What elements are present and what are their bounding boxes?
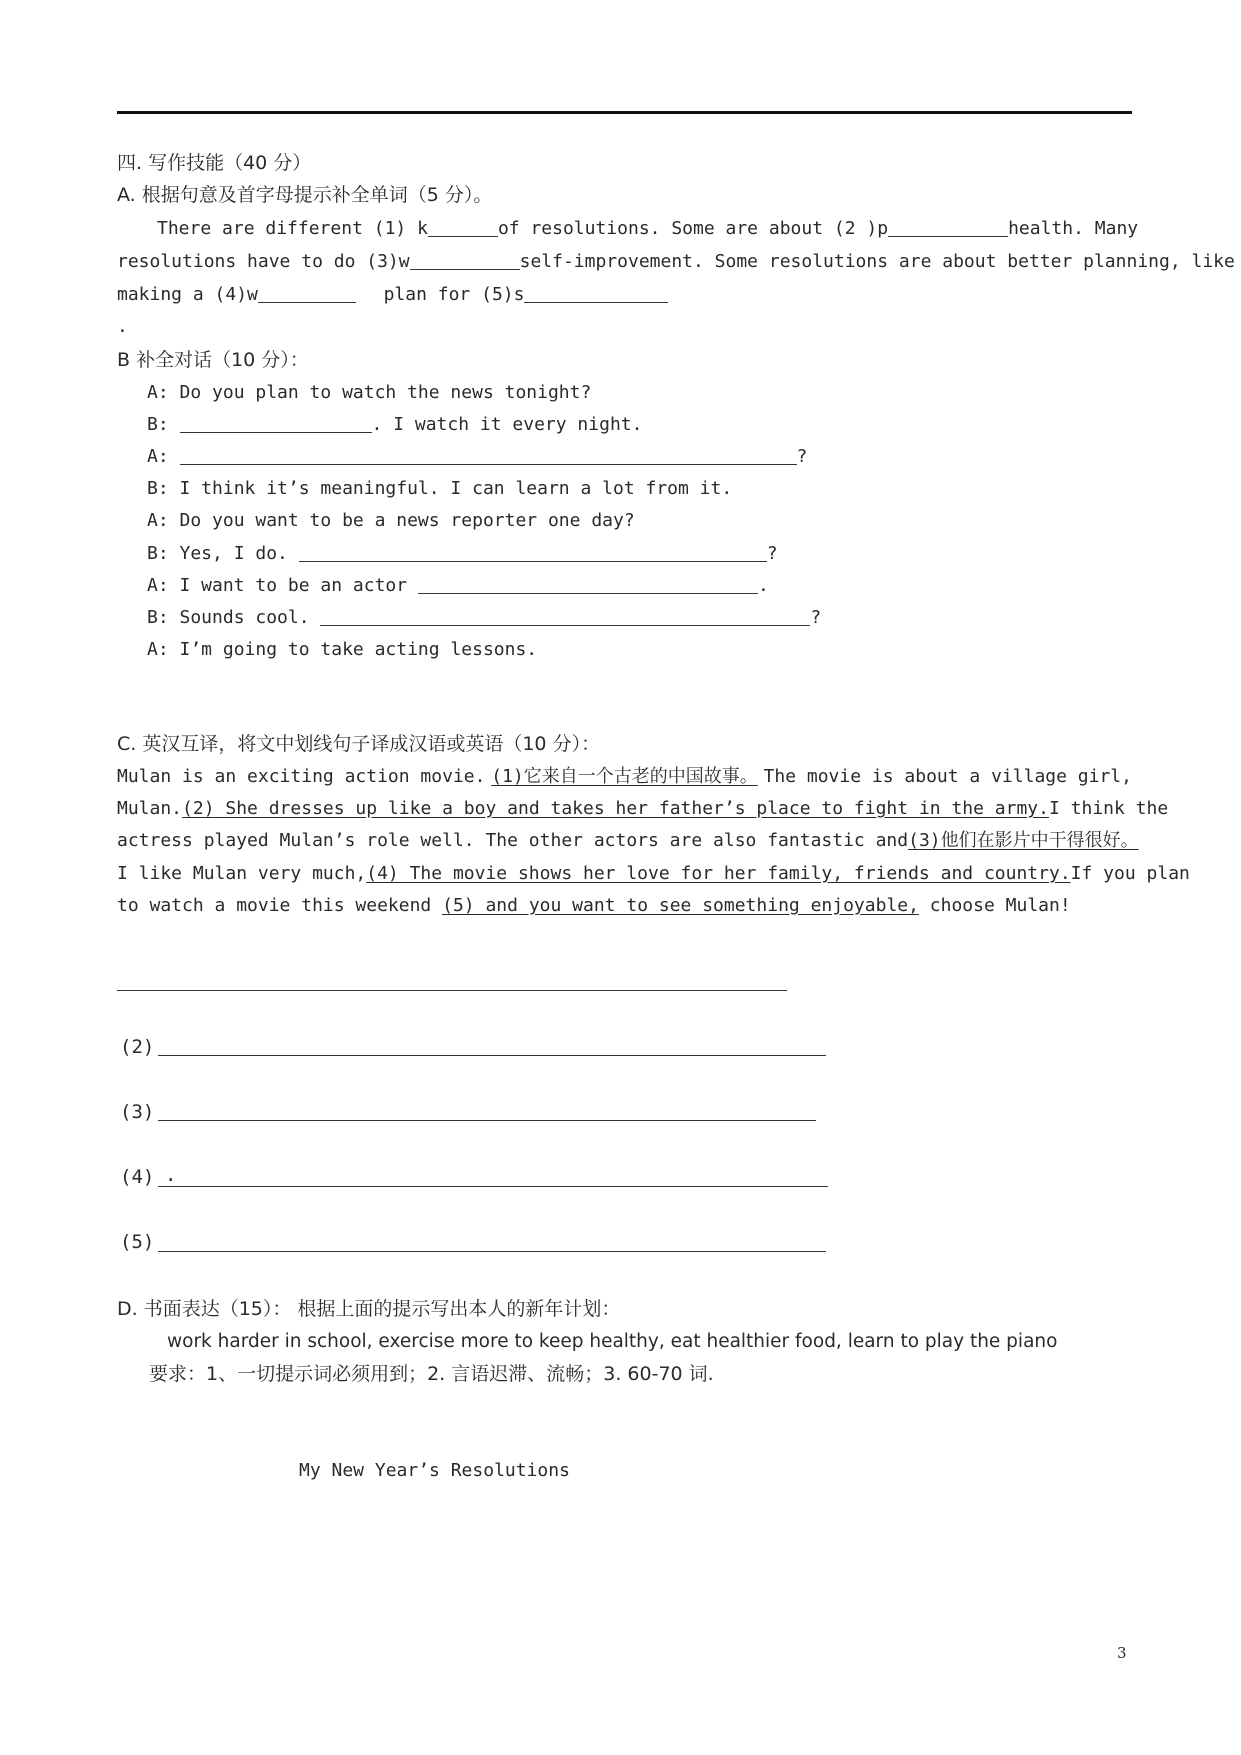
dialogue-text: ?: [796, 446, 808, 467]
part-a-dot: .: [117, 316, 128, 337]
answer-line-3[interactable]: [158, 1120, 816, 1121]
dialogue-text: B: Yes, I do.: [147, 543, 288, 564]
passage-text: If you plan: [1070, 863, 1190, 884]
part-d-title: D. 书面表达（15）： 根据上面的提示写出本人的新年计划：: [117, 1298, 621, 1320]
part-c-title: C. 英汉互译，将文中划线句子译成汉语或英语（10 分）：: [117, 733, 601, 755]
passage-text: The movie is about a village girl,: [763, 766, 1132, 787]
dialogue-line-1: A: Do you plan to watch the news tonight?: [147, 382, 592, 403]
answer-line-2[interactable]: [158, 1055, 826, 1056]
part-d-prompt: work harder in school, exercise more to keep healthy, eat healthier food, learn to play the piano: [167, 1331, 1058, 1352]
answer-label-2: (2): [120, 1036, 155, 1058]
section-heading: 四. 写作技能（40 分）: [117, 152, 312, 174]
part-a-text: self-improvement. Some resolutions are about better planning, like: [519, 251, 1235, 272]
passage-text: actress played Mulan’s role well. The other actors are also fantastic and: [117, 830, 909, 851]
part-a-text: health. Many: [1008, 218, 1139, 239]
passage-text: Mulan.: [117, 798, 183, 819]
dialogue-line-9: A: I’m going to take acting lessons.: [147, 639, 538, 660]
underlined-sentence-3: (3)他们在影片中干得很好。: [908, 830, 1139, 851]
dialogue-text: . I watch it every night.: [371, 414, 643, 435]
passage-text: Mulan is an exciting action movie.: [117, 766, 486, 787]
dialogue-text: .: [757, 575, 769, 596]
dialogue-speaker: B:: [147, 414, 169, 435]
passage-text: choose Mulan!: [929, 895, 1071, 916]
dialogue-blank-3[interactable]: [299, 541, 767, 562]
dialogue-line-6: [147, 541, 778, 567]
dialogue-blank-2[interactable]: [180, 444, 797, 465]
passage-line-5: [117, 893, 1071, 919]
part-a-text: making a (4)w: [117, 284, 258, 305]
part-a-text: of resolutions. Some are about (2 )p: [497, 218, 889, 239]
dialogue-line-3: [147, 444, 807, 470]
part-a-line-1: [157, 216, 1139, 242]
dialogue-line-7: [147, 573, 769, 599]
answer-line-5[interactable]: [158, 1251, 826, 1252]
part-a-text: There are different (1) k: [157, 218, 428, 239]
passage-text: I like Mulan very much,: [117, 863, 367, 884]
blank-3-w[interactable]: [410, 249, 520, 270]
dialogue-speaker: A:: [147, 446, 169, 467]
dialogue-line-2: [147, 412, 642, 438]
dialogue-text: B: Sounds cool.: [147, 607, 310, 628]
part-a-line-3: [117, 282, 668, 308]
passage-line-4: [117, 861, 1190, 887]
essay-title: My New Year’s Resolutions: [299, 1460, 570, 1481]
passage-text: I think the: [1048, 798, 1169, 819]
part-a-line-2: [117, 249, 1235, 275]
answer-line-1[interactable]: [117, 990, 787, 991]
blank-5-s[interactable]: [524, 282, 668, 303]
part-b-title: B 补全对话（10 分）：: [117, 349, 309, 371]
passage-line-2: [117, 796, 1169, 822]
underlined-sentence-1: (1)它来自一个古老的中国故事。: [491, 766, 758, 787]
answer-mark-4: .: [165, 1164, 177, 1186]
part-d-requirements: 要求：1、一切提示词必须用到；2. 言语迟滞、流畅；3. 60-70 词.: [149, 1363, 714, 1385]
blank-4-w[interactable]: [258, 282, 356, 303]
blank-1-k[interactable]: [428, 216, 498, 237]
part-a-text: resolutions have to do (3)w: [117, 251, 410, 272]
dialogue-text: ?: [766, 543, 778, 564]
blank-2-p[interactable]: [888, 216, 1008, 237]
part-a-title: A. 根据句意及首字母提示补全单词（5 分）。: [117, 184, 493, 206]
underlined-sentence-4: (4) The movie shows her love for her family, friends and country.: [366, 863, 1071, 884]
answer-label-5: (5): [120, 1231, 155, 1253]
answer-line-4[interactable]: [158, 1186, 828, 1187]
passage-text: to watch a movie this weekend: [117, 895, 432, 916]
dialogue-line-8: [147, 605, 821, 631]
dialogue-blank-4[interactable]: [418, 573, 758, 594]
part-a-text: plan for (5)s: [383, 284, 525, 305]
underlined-sentence-5: (5) and you want to see something enjoyable,: [442, 895, 919, 916]
dialogue-text: A: I want to be an actor: [147, 575, 408, 596]
header-rule: [117, 111, 1132, 114]
underlined-sentence-2: (2) She dresses up like a boy and takes her father’s place to fight in the army.: [182, 798, 1049, 819]
dialogue-blank-5[interactable]: [320, 605, 810, 626]
dialogue-line-5: A: Do you want to be a news reporter one day?: [147, 510, 635, 531]
passage-line-1: [117, 764, 1132, 790]
dialogue-blank-1[interactable]: [180, 412, 372, 433]
passage-line-3: [117, 828, 1139, 854]
answer-label-3: (3): [120, 1101, 155, 1123]
dialogue-text: ?: [810, 607, 822, 628]
answer-label-4: (4): [120, 1166, 155, 1188]
dialogue-line-4: B: I think it’s meaningful. I can learn a lot from it.: [147, 478, 733, 499]
page-number: 3: [1117, 1644, 1127, 1662]
